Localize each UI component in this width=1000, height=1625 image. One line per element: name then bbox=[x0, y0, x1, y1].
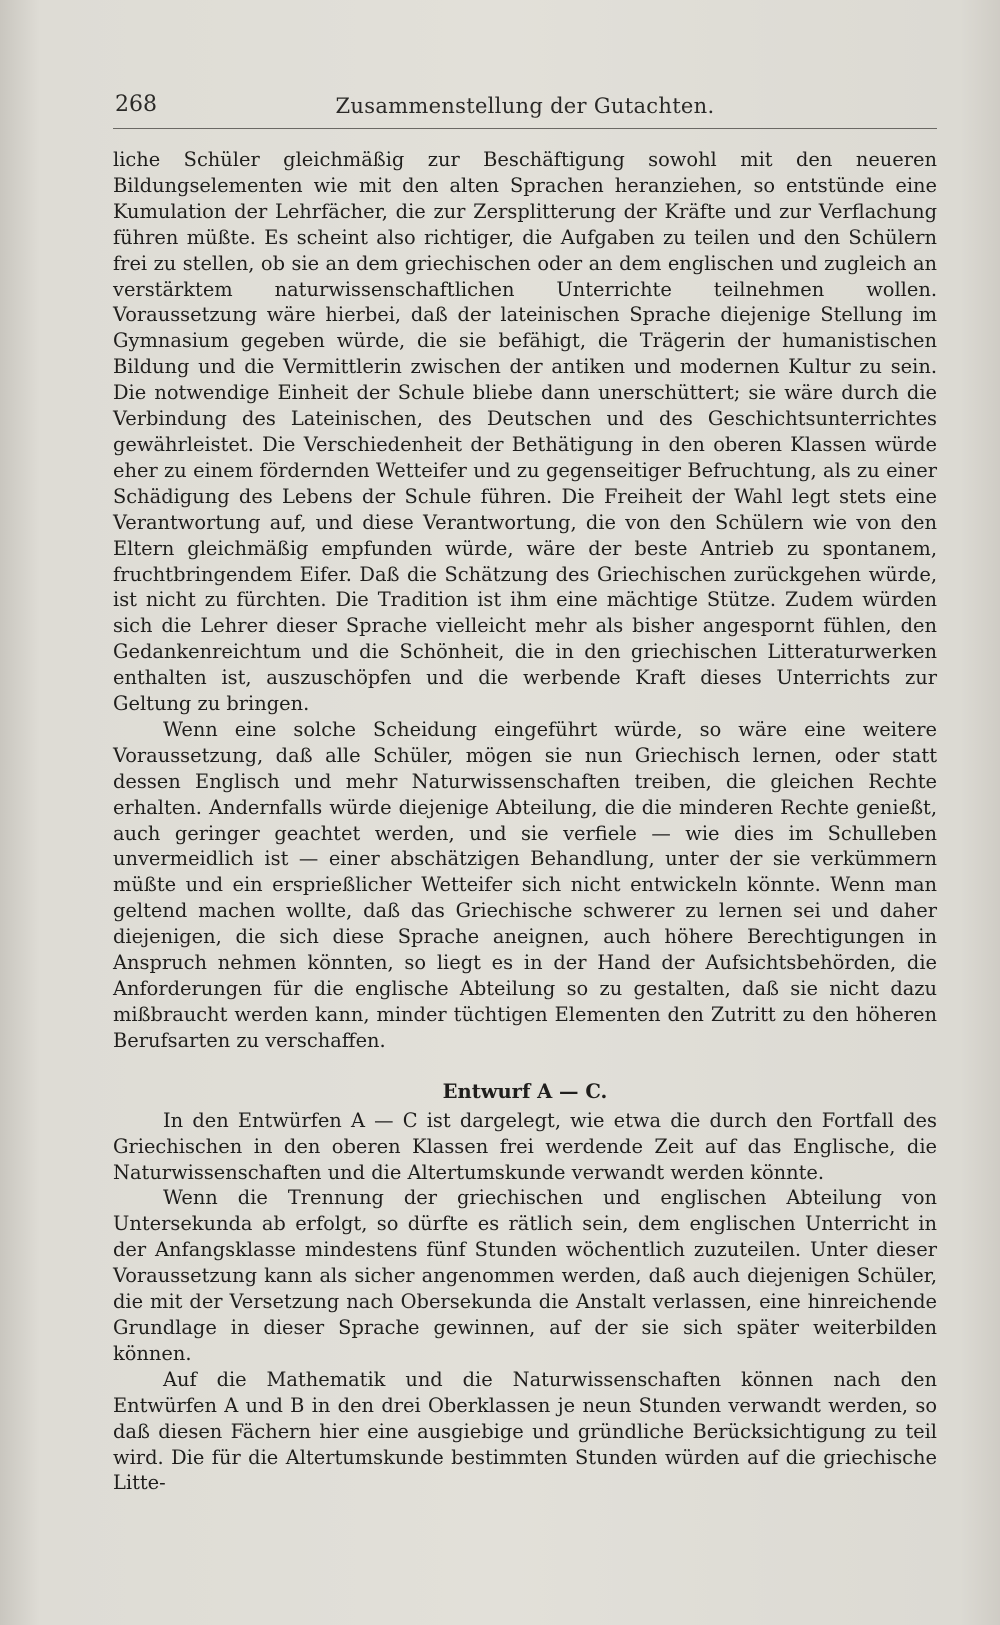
paragraph: Auf die Mathematik und die Naturwissenschaften können nach den Entwürfen A und B in den drei Oberklassen je neun Stunden verwandt werden, so daß diesen Fächern hier eine ausgiebige und gründliche Berücksichtigung zu teil wird. Die für die Altertumskunde bestimmten Stunden würden auf die griechische Litte- bbox=[113, 1367, 937, 1495]
body-text bbox=[113, 147, 937, 1496]
section-heading: Entwurf A — C. bbox=[442, 1079, 608, 1103]
paragraph: In den Entwürfen A — C ist dargelegt, wie etwa die durch den Fortfall des Griechischen in den oberen Klassen frei werdende Zeit auf das Englische, die Naturwissenschaften und die Altertumskunde verwandt werden könnte. bbox=[113, 1108, 937, 1184]
running-head: Zusammenstellung der Gutachten. bbox=[335, 94, 715, 118]
page-header bbox=[113, 90, 937, 129]
page-number: 268 bbox=[115, 92, 157, 117]
paragraph: Wenn eine solche Scheidung eingeführt würde, so wäre eine weitere Voraussetzung, daß alle Schüler, mögen sie nun Griechisch lernen, oder statt dessen Englisch und mehr Naturwissenschaften treiben, die gleichen Rechte erhalten. Andernfalls würde diejenige Abteilung, die die minderen Rechte genießt, auch geringer geachtet werden, und sie verfiele — wie dies im Schulleben unvermeidlich ist — einer abschätzigen Behandlung, unter der sie verkümmern müßte und ein ersprießlicher Wetteifer sich nicht entwickeln könnte. Wenn man geltend machen wollte, daß das Griechische schwerer zu lernen sei und daher diejenigen, die sich diese Sprache aneignen, auch höhere Berechtigungen in Anspruch nehmen könnten, so liegt es in der Hand der Aufsichtsbehörden, die Anforderungen für die englische Abteilung so zu gestalten, daß sie nicht dazu mißbraucht werden kann, minder tüchtigen Elementen den Zutritt zu den höheren Berufsarten zu verschaffen. bbox=[113, 717, 937, 1052]
paragraph-continuation: liche Schüler gleichmäßig zur Beschäftigung sowohl mit den neueren Bildungselementen wie mit den alten Sprachen heranziehen, so entstünde eine Kumulation der Lehrfächer, die zur Zersplitterung der Kräfte und zur Verflachung führen müßte. Es scheint also richtiger, die Aufgaben zu teilen und den Schülern frei zu stellen, ob sie an dem griechischen oder an dem englischen und zugleich an verstärktem naturwissenschaftlichen Unterrichte teilnehmen wollen. Voraussetzung wäre hierbei, daß der lateinischen Sprache diejenige Stellung im Gymnasium gegeben würde, die sie befähigt, die Trägerin der humanistischen Bildung und die Vermittlerin zwischen der antiken und modernen Kultur zu sein. Die notwendige Einheit der Schule bliebe dann unerschüttert; sie wäre durch die Verbindung des Lateinischen, des Deutschen und des Geschichtsunterrichtes gewährleistet. Die Verschiedenheit der Bethätigung in den oberen Klassen würde eher zu einem fördernden Wetteifer und zu gegenseitiger Befruchtung, als zu einer Schädigung des Lebens der Schule führen. Die Freiheit der Wahl legt stets eine Verantwortung auf, und diese Verantwortung, die von den Schülern wie von den Eltern gleichmäßig empfunden würde, wäre der beste Antrieb zu spontanem, fruchtbringendem Eifer. Daß die Schätzung des Griechischen zurückgehen würde, ist nicht zu fürchten. Die Tradition ist ihm eine mächtige Stütze. Zudem würden sich die Lehrer dieser Sprache vielleicht mehr als bisher angespornt fühlen, den Gedankenreichtum und die Schönheit, die in den griechischen Litteraturwerken enthalten ist, auszuschöpfen und die werbende Kraft dieses Unterrichts zur Geltung zu bringen. bbox=[113, 148, 937, 716]
paragraph: Wenn die Trennung der griechischen und englischen Abteilung von Untersekunda ab erfolgt, so dürfte es rätlich sein, dem englischen Unterricht in der Anfangsklasse mindestens fünf Stunden wöchentlich zuzuteilen. Unter dieser Voraussetzung kann als sicher angenommen werden, daß auch diejenigen Schüler, die mit der Versetzung nach Obersekunda die Anstalt verlassen, eine hinreichende Grundlage in dieser Sprache gewinnen, auf der sie sich später weiterbilden können. bbox=[113, 1186, 937, 1365]
